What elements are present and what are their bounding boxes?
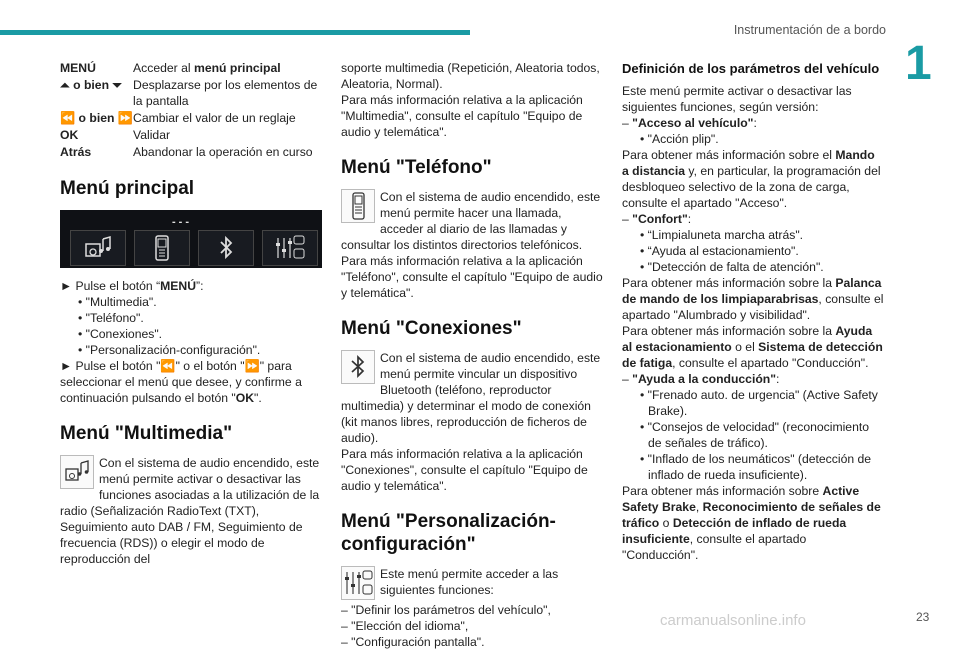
list-item: • "Multimedia". [78,295,157,309]
key-row [60,127,322,144]
conexiones-heading: Menú "Conexiones" [341,318,522,339]
key-label: ⏶ o bien ⏷ [60,78,123,92]
acceso-list [622,131,884,147]
list-item: • “Ayuda al estacionamiento". [640,244,799,258]
multimedia-section [60,455,322,567]
multimedia-heading: Menú "Multimedia" [60,423,233,444]
list-item: • "Detección de falta de atención". [640,260,824,274]
list-item: • "Frenado auto. de urgencia" (Active Safety Brake). [640,388,878,418]
confort-more-2: Para obtener más información sobre la Ayuda al estacionamiento o el Sistema de detección de fatiga, consulte el apartado "Conducción". [622,324,883,370]
select-instruction [60,358,322,406]
multimedia-text-cont: soporte multimedia (Repetición, Aleatoria todos, Aleatoria, Normal). [341,61,600,91]
confort-more-1: Para obtener más información sobre la Palanca de mando de los limpiaparabrisas, consulte el apartado "Alumbrado y visibilidad". [622,276,884,322]
ayuda-more: Para obtener más información sobre Active Safety Brake, Reconocimiento de señales de tráfico o Detección de inflado de rueda insuficiente, consulte el apartado "Conducción". [622,484,881,562]
key-row [60,77,322,110]
chapter-number: 1 [905,37,932,90]
instr-text: ". [254,391,262,405]
acceso-heading: – "Acceso al vehículo": [622,116,757,130]
key-label: Atrás [60,145,92,159]
keys-table [60,60,322,161]
phone-icon [341,189,375,223]
page-number: 23 [916,610,930,624]
phone-icon [147,235,177,261]
confort-heading: – "Confort": [622,212,692,226]
list-item: • "Personalización-configuración". [78,343,261,357]
key-desc: Cambiar el valor de un reglaje [133,111,296,125]
list-item: • “Limpialuneta marcha atrás". [640,228,804,242]
key-row [60,110,322,127]
key-desc-bold: menú principal [193,61,281,75]
key-label: MENÚ [60,61,96,75]
list-item: • "Conexiones". [78,327,163,341]
list-item: – "Configuración pantalla". [341,635,485,649]
main-menu-heading: Menú principal [60,178,195,199]
instr-bold: MENÚ [160,279,197,293]
key-label: OK [60,128,79,142]
settings-icon [275,235,305,261]
header-accent-bar [0,30,470,35]
instr-text: ”: [196,279,204,293]
conexiones-more: Para más información relativa a la aplicación "Conexiones", consulte el capítulo "Equipo de audio y telemática". [341,447,588,493]
settings-icon [341,566,375,600]
column-1 [60,60,322,567]
multimedia-icon [60,455,94,489]
key-desc: Acceder al [133,61,194,75]
press-menu-instruction [60,278,322,294]
conexiones-section [341,350,604,446]
list-item: • "Acción plip". [640,132,719,146]
ayuda-list [622,387,884,483]
personalizacion-text: Este menú permite acceder a las siguientes funciones: [380,567,559,597]
screen-label: --- [172,216,192,228]
key-row [60,60,322,77]
key-desc: Validar [133,128,171,142]
column-2 [341,60,604,650]
settings-tile [262,230,318,266]
key-desc: Desplazarse por los elementos de la pantalla [133,78,318,108]
personalizacion-section [341,566,604,602]
bluetooth-icon [211,235,241,261]
conexiones-text: Con el sistema de audio encendido, este menú permite vincular un dispositivo Bluetooth (teléfono, reproductor multimedia) y determinar el modo de conexión (kit manos libres, reproducción de ficheros de audio). [341,351,601,445]
list-item: • "Consejos de velocidad" (reconocimiento de señales de tráfico). [640,420,870,450]
telefono-heading: Menú "Teléfono" [341,157,492,178]
telefono-more: Para más información relativa a la aplicación "Teléfono", consulte el capítulo "Equipo de audio y telemática". [341,254,603,300]
ayuda-heading: – "Ayuda a la conducción": [622,372,780,386]
list-item: – "Definir los parámetros del vehículo", [341,603,551,617]
instr-text: ► Pulse el botón "⏪" o el botón "⏩" para seleccionar el menú que desee, y confirme a continuación pulsando el botón " [60,359,302,405]
definicion-intro: Este menú permite activar o desactivar las siguientes funciones, según versión: [622,84,852,114]
list-item: • "Inflado de los neumáticos" (detección de inflado de rueda insuficiente). [640,452,872,482]
main-menu-list [60,294,322,358]
column-3 [622,60,884,563]
multimedia-text: Con el sistema de audio encendido, este menú permite activar o desactivar las funciones asociadas a la utilización de la radio (Señalización RadioText (TXT), Seguimiento auto DAB / FM, Seguimiento de frecuencia (RDS)) o elegir el modo de reproducción del [60,456,320,566]
key-label: ⏪ o bien ⏩ [60,111,134,125]
confort-list [622,227,884,275]
multimedia-icon [83,235,113,261]
acceso-more: Para obtener más información sobre el Mando a distancia y, en particular, la programación del desbloqueo selectivo de la zona de carga, consulte el apartado "Acceso". [622,148,881,210]
telefono-text: Con el sistema de audio encendido, este menú permite hacer una llamada, acceder al diario de las llamadas y consultar los distintos directorios telefónicos. [341,190,601,252]
bluetooth-icon [341,350,375,384]
list-item: • "Teléfono". [78,311,144,325]
personalizacion-heading: Menú "Personalización-configuración" [341,511,556,555]
key-row [60,144,322,161]
main-menu-screen [60,210,322,268]
list-item: – "Elección del idioma", [341,619,469,633]
phone-tile [134,230,190,266]
page-header-title: Instrumentación de a bordo [733,23,886,37]
multimedia-more: Para más información relativa a la aplicación "Multimedia", consulte el capítulo "Equipo de audio y telemática". [341,93,583,139]
watermark: carmanualsonline.info [660,612,806,629]
bluetooth-tile [198,230,254,266]
instr-bold: OK [235,391,255,405]
definicion-heading: Definición de los parámetros del vehículo [622,61,880,76]
instr-text: ► Pulse el botón “ [60,279,161,293]
multimedia-tile [70,230,126,266]
telefono-section [341,189,604,253]
key-desc: Abandonar la operación en curso [133,145,313,159]
